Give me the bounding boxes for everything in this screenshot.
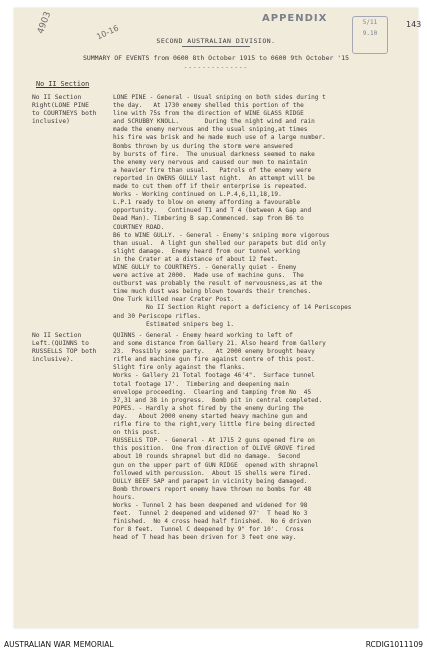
text-line: a heavier fire than usual. Patrols of the enemy were: [113, 166, 312, 174]
text-line: Estimated snipers beg 1.: [113, 320, 235, 328]
document-subtitle: SUMMARY OF EVENTS from 0600 8th October 1915 to 0600 9th October '15: [82, 54, 350, 62]
footer-reference: RCDIG1011109: [365, 640, 423, 649]
text-line: envelope proceeding. Clearing and tamping from No 45: [113, 388, 312, 396]
text-line: LONE PINE - General - Usual sniping on both sides during t: [113, 94, 326, 101]
text-line: B6 to WINE GULLY. - General - Enemy's sniping more vigorous: [113, 231, 330, 239]
section-heading: No II Section: [36, 80, 90, 88]
text-line: reported in OWENS GULLY last night. An attempt will be: [113, 174, 315, 182]
text-line: RUSSELLS TOP. - General - At 1715 2 guns opened fire on: [113, 437, 315, 445]
report-body-left: [113, 332, 413, 542]
text-line: Bomb throwers report enemy have thrown no bombs for 48: [113, 485, 312, 493]
text-line: this position. One from direction of OLIVE GROVE fired: [113, 445, 315, 453]
text-line: and SCRUBBY KNOLL. During the night wind and rain: [113, 118, 315, 126]
text-line: opportunity. Continued T1 and T 4 (between A Gap and: [113, 207, 312, 215]
text-line: made to cut them off if their enterprise is repeated.: [113, 183, 308, 191]
text-line: Works - Gallery 21 Total footage 46'4". Surface tunnel: [113, 372, 315, 380]
text-line: rifle fire to the right,very little fire being directed: [113, 421, 315, 429]
document-page: [14, 8, 422, 628]
text-line: Dead Man). Timbering B sap.Commenced. sap from B6 to: [113, 215, 304, 223]
title-underline: [182, 46, 250, 47]
text-line: made the enemy nervous and the usual sniping,at times: [113, 126, 308, 134]
text-line: Works - Working continued on L.P.4,6,11,18,19.: [113, 191, 282, 199]
text-line: hours.: [113, 493, 136, 501]
text-line: and 30 Periscope rifles.: [113, 312, 202, 320]
folio-number: 143: [406, 20, 422, 29]
appendix-stamp: APPENDIX: [262, 13, 328, 24]
text-line: 37,31 and 38 in progress. Bomb pit in central completed.: [113, 396, 323, 404]
text-line: on this post.: [113, 429, 161, 437]
text-line: rifle and machine gun fire against centre of this post.: [113, 356, 315, 364]
text-line: time much dust was being blown towards their trenches.: [113, 288, 312, 296]
text-line: POPES. - Hardly a shot fired by the enemy during the: [113, 404, 304, 412]
text-line: COURTNEY ROAD.: [113, 223, 165, 231]
text-line: outburst was probably the result of nervousness,as at the: [113, 280, 323, 288]
text-line: L.P.1 ready to blow on enemy affording a favourable: [113, 199, 301, 207]
text-line: than usual. A light gun shelled our parapets but did only: [113, 239, 326, 247]
text-line: WINE GULLY to COURTNEYS. - Generally quiet - Enemy: [113, 263, 297, 271]
text-line: line with 75s from the direction of WINE GLASS RIDGE: [113, 110, 304, 118]
registry-stamp: 5/11 9.10: [352, 16, 388, 54]
text-line: the day. At 1730 enemy shelled this portion of the: [113, 102, 304, 110]
pencil-note: 10-16: [95, 23, 121, 42]
text-line: about 10 rounds shrapnel but did no damage. Second: [113, 453, 301, 461]
margin-label-right: No II Section Right(LONE PINE to COURTNEYS both inclusive): [32, 94, 97, 126]
text-line: and some distance from Gallery 21. Also heard from Gallery: [113, 340, 326, 348]
text-line: 23. Possibly some party. At 2000 enemy brought heavy: [113, 348, 315, 356]
text-line: his fire was brisk and he made much use of a large number.: [113, 134, 326, 142]
text-line: slight damage. Enemy heard from our tunnel working: [113, 247, 301, 255]
divider-line: --------------: [183, 64, 249, 71]
pencil-note: 4903: [36, 10, 54, 36]
report-body-right: [113, 94, 413, 329]
text-line: by bursts of fire. The unusual darkness seemed to make: [113, 150, 315, 158]
text-line: No II Section Right report a deficiency of 14 Periscopes: [113, 304, 352, 312]
text-line: feet. Tunnel 2 deepened and widened 97' T head No 3: [113, 510, 308, 518]
text-line: Bombs thrown by us during the storm were answered: [113, 142, 293, 150]
text-line: followed with percussion. About 15 shells were fired.: [113, 469, 312, 477]
footer-credit: AUSTRALIAN WAR MEMORIAL: [4, 640, 114, 649]
text-line: QUINNS - General - Enemy heard working to left of: [113, 332, 293, 339]
text-line: Slight fire only against the flanks.: [113, 364, 246, 372]
text-line: Works - Tunnel 2 has been deepened and widened for 98: [113, 501, 308, 509]
text-line: total footage 17'. Timbering and deepening main: [113, 380, 290, 388]
text-line: head of T head has been driven for 3 feet one way.: [113, 534, 297, 542]
text-line: for 8 feet. Tunnel C deepened by 9" for 10'. Cross: [113, 526, 304, 534]
text-line: finished. No 4 cross head half finished. No 6 driven: [113, 518, 312, 526]
text-line: were active at 2000. Made use of machine guns. The: [113, 272, 304, 280]
text-line: DULLY BEEF SAP and parapet in vicinity being damaged.: [113, 477, 308, 485]
text-line: in the Crater at a distance of about 12 feet.: [113, 255, 279, 263]
text-line: the enemy very nervous and caused our men to maintain: [113, 158, 308, 166]
margin-label-left: No II Section Left.(QUINNS to RUSSELLS TOP both inclusive).: [32, 332, 97, 364]
text-line: gun on the upper part of GUN RIDGE opened with shrapnel: [113, 461, 319, 469]
document-title: SECOND AUSTRALIAN DIVISION.: [156, 37, 276, 45]
text-line: One Turk killed near Crater Post.: [113, 296, 235, 304]
text-line: day. About 2000 enemy started heavy machine gun and: [113, 412, 308, 420]
